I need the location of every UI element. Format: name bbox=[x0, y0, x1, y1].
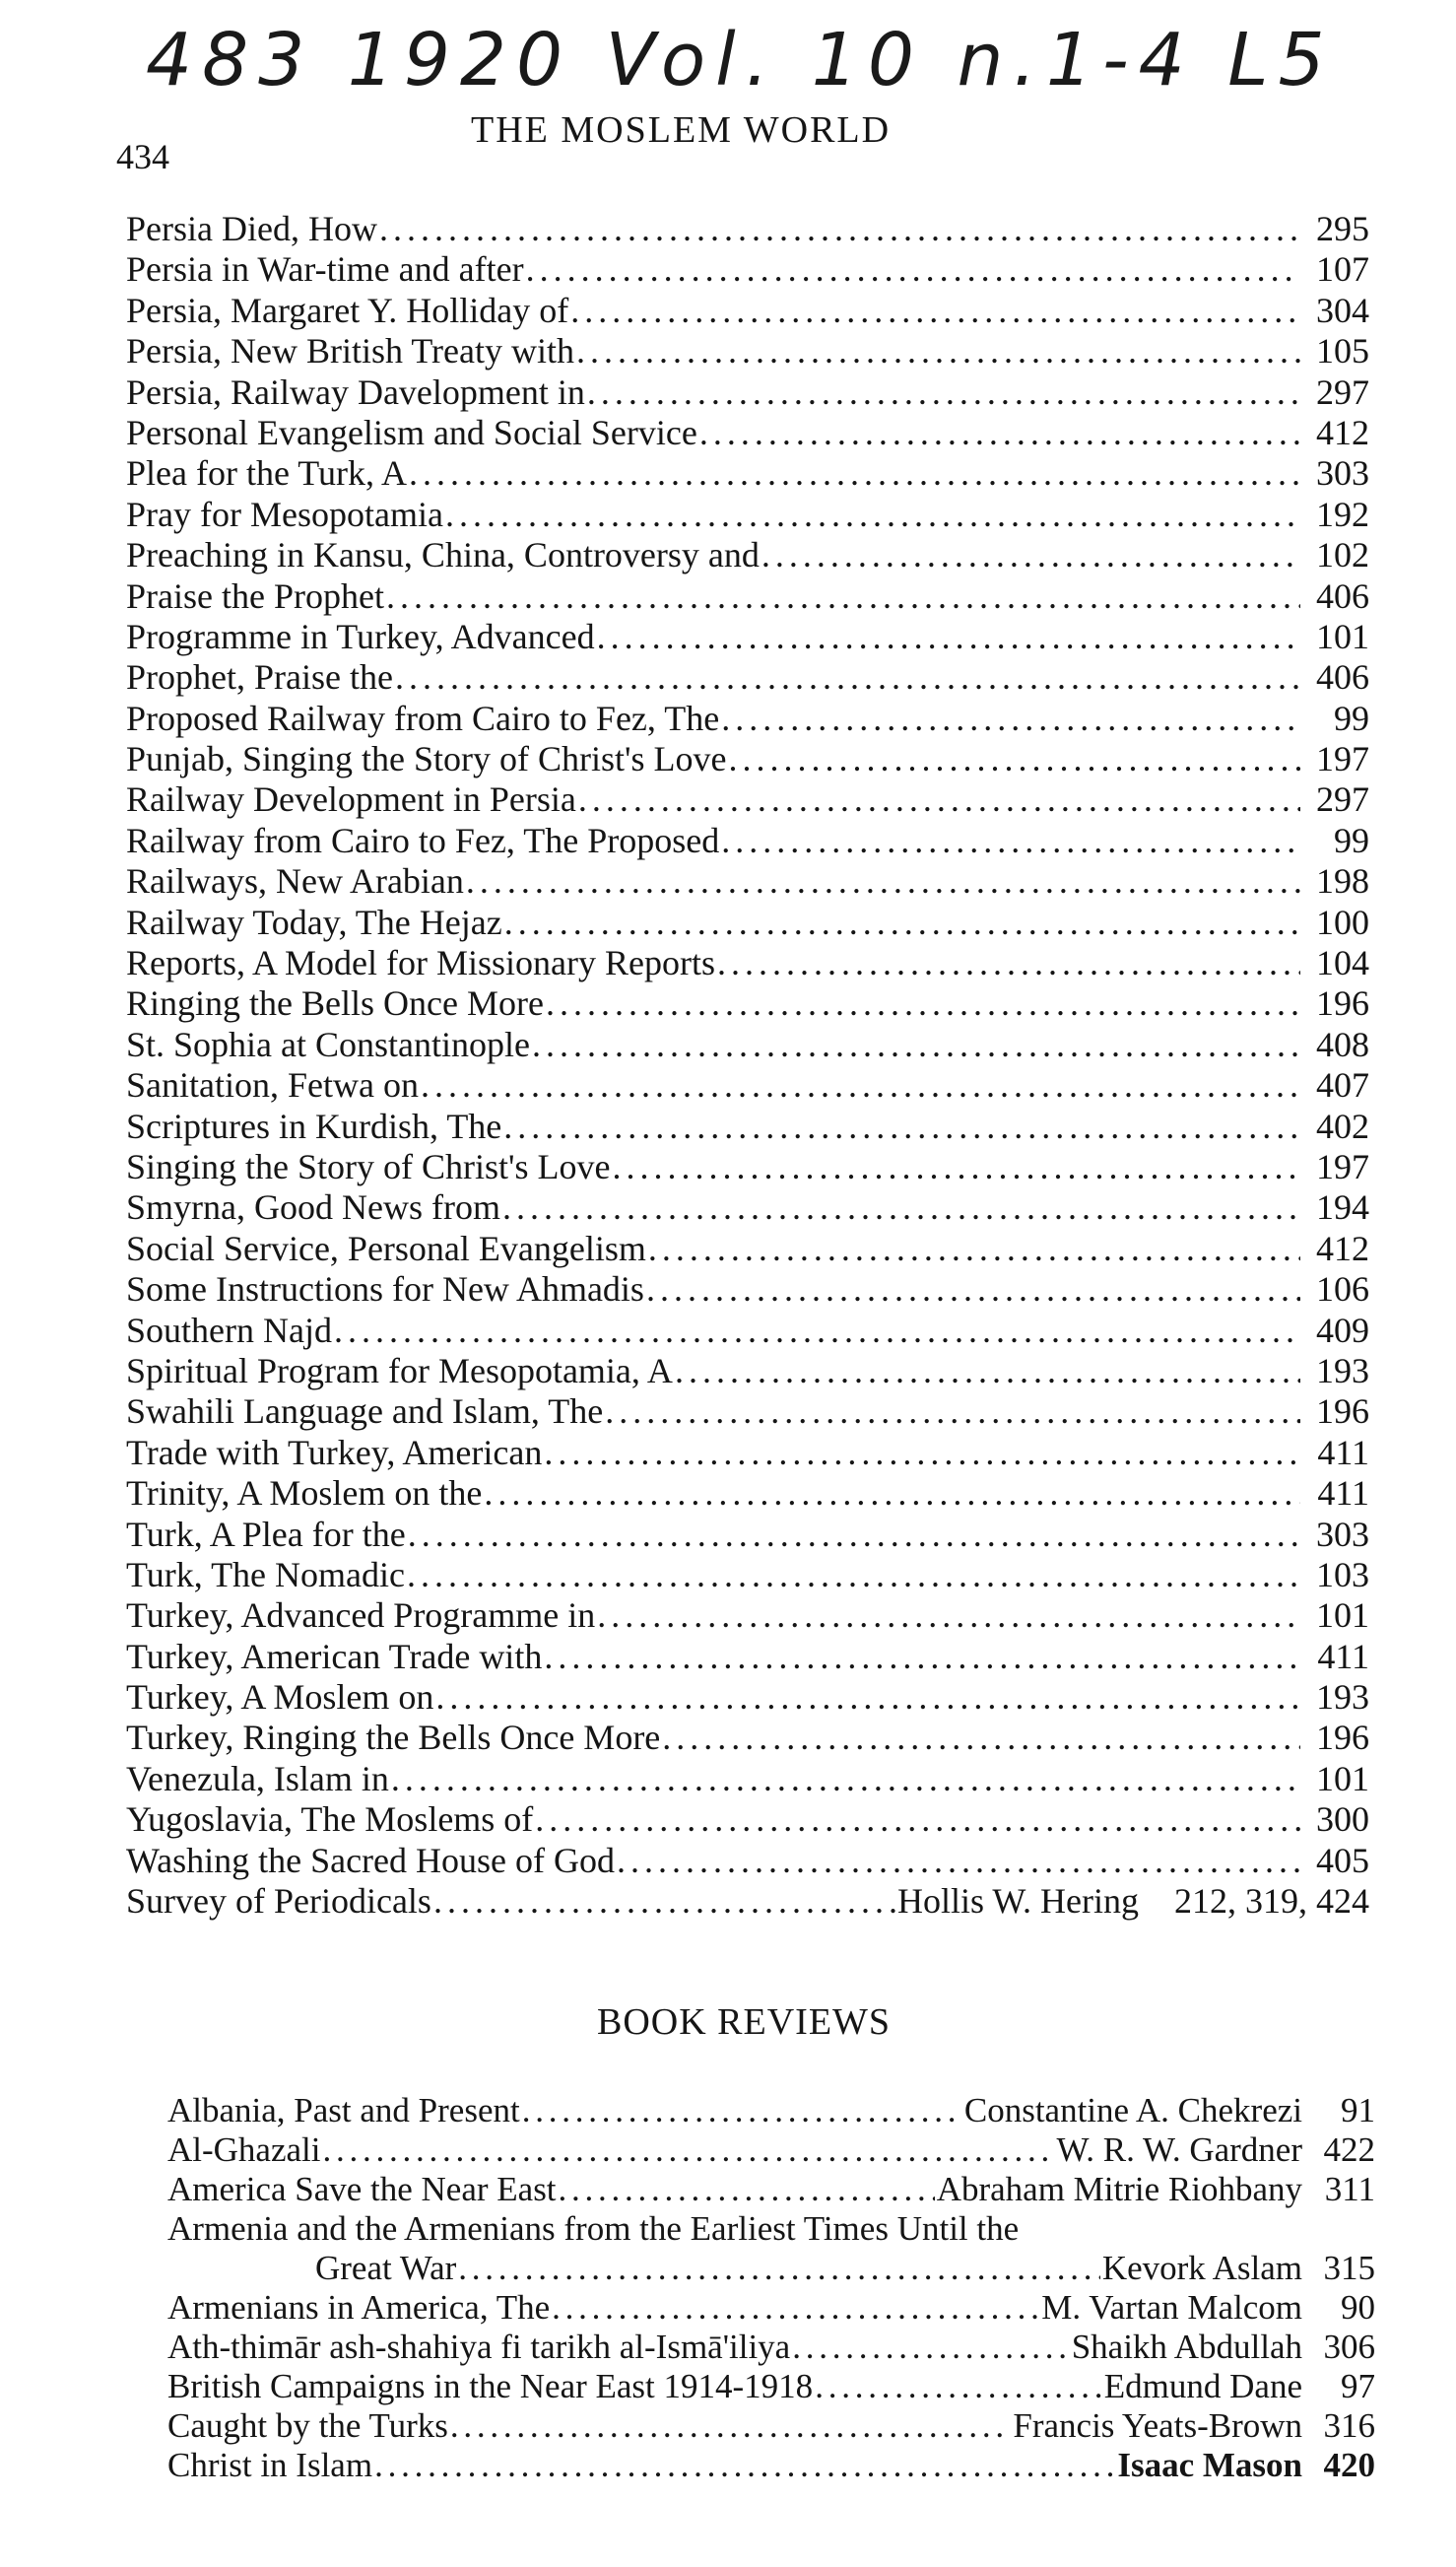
running-title: THE MOSLEM WORLD bbox=[471, 109, 892, 151]
dot-leader bbox=[445, 495, 1300, 535]
index-entry-page: 105 bbox=[1316, 331, 1369, 372]
dot-leader bbox=[570, 291, 1300, 331]
dot-leader bbox=[587, 372, 1300, 413]
dot-leader bbox=[612, 1147, 1300, 1187]
index-entry-title: Persia, Margaret Y. Holliday of bbox=[126, 290, 569, 330]
review-entry bbox=[167, 2328, 1375, 2367]
index-entry bbox=[126, 1841, 1369, 1881]
dot-leader bbox=[576, 331, 1300, 372]
index-entry-title: Social Service, Personal Evangelism bbox=[126, 1228, 646, 1268]
index-entry-page: 106 bbox=[1316, 1269, 1369, 1310]
index-entry-page: 100 bbox=[1316, 902, 1369, 942]
review-author: Edmund Dane bbox=[1103, 2367, 1302, 2405]
index-entry bbox=[126, 1391, 1369, 1432]
dot-leader bbox=[546, 983, 1300, 1024]
dot-leader bbox=[433, 1881, 895, 1922]
review-title: Caught by the Turks bbox=[167, 2406, 448, 2445]
index-entry-title: Plea for the Turk, A bbox=[126, 453, 408, 494]
index-entry-title: Prophet, Praise the bbox=[126, 657, 393, 698]
index-entry-title: Programme in Turkey, Advanced bbox=[126, 616, 595, 656]
index-entry-page: 107 bbox=[1316, 249, 1369, 290]
index-entry-page: 411 bbox=[1317, 1432, 1369, 1472]
index-entry-page: 297 bbox=[1316, 372, 1369, 412]
review-entry bbox=[167, 2249, 1375, 2288]
dot-leader bbox=[675, 1351, 1300, 1391]
index-entry-page: 192 bbox=[1316, 494, 1369, 534]
index-entry bbox=[126, 903, 1369, 943]
index-entry-title: Ringing the Bells Once More bbox=[126, 983, 544, 1024]
index-entry bbox=[126, 1065, 1369, 1106]
index-entry-page: 402 bbox=[1316, 1106, 1369, 1146]
index-entry bbox=[126, 1229, 1369, 1269]
index-entry-page: 101 bbox=[1316, 1758, 1369, 1798]
survey-entry-title: Survey of Periodicals bbox=[126, 1881, 431, 1922]
dot-leader bbox=[544, 1433, 1300, 1473]
index-entry bbox=[126, 983, 1369, 1024]
index-entry-page: 295 bbox=[1316, 209, 1369, 248]
index-entry-title: Some Instructions for New Ahmadis bbox=[126, 1269, 644, 1310]
index-entry-title: Reports, A Model for Missionary Reports bbox=[126, 943, 715, 983]
index-entry-title: Turkey, A Moslem on bbox=[126, 1677, 434, 1718]
review-title: Armenians in America, The bbox=[167, 2288, 551, 2327]
index-entry bbox=[126, 331, 1369, 372]
index-entry-title: Turkey, American Trade with bbox=[126, 1636, 543, 1676]
index-entry bbox=[126, 291, 1369, 331]
dot-leader bbox=[721, 699, 1300, 739]
index-entry-title: Sanitation, Fetwa on bbox=[126, 1065, 419, 1106]
index-entry bbox=[126, 739, 1369, 779]
index-entry-page: 193 bbox=[1316, 1350, 1369, 1390]
index-entry-page: 303 bbox=[1316, 453, 1369, 494]
review-author: Francis Yeats-Brown bbox=[1013, 2406, 1302, 2445]
index-entry-title: Persia, Railway Davelopment in bbox=[126, 372, 585, 412]
index-entry-title: Persia in War-time and after bbox=[126, 249, 524, 290]
index-entry-page: 196 bbox=[1316, 1391, 1369, 1432]
review-author: Kevork Aslam bbox=[1101, 2249, 1302, 2287]
review-page: 306 bbox=[1323, 2328, 1375, 2366]
index-entry bbox=[126, 1147, 1369, 1187]
index-entry-page: 197 bbox=[1316, 739, 1369, 779]
dot-leader bbox=[761, 535, 1300, 575]
dot-leader bbox=[502, 1187, 1300, 1228]
review-author: Constantine A. Chekrezi bbox=[963, 2091, 1302, 2129]
index-entry-title: Trade with Turkey, American bbox=[126, 1432, 543, 1472]
index-entry-page: 196 bbox=[1316, 1718, 1369, 1758]
index-entry-page: 194 bbox=[1316, 1187, 1369, 1228]
index-entry bbox=[126, 453, 1369, 494]
review-author: W. R. W. Gardner bbox=[1056, 2130, 1302, 2169]
dot-leader bbox=[450, 2406, 1011, 2446]
index-entry-title: Turk, The Nomadic bbox=[126, 1554, 405, 1594]
index-entry-title: Southern Najd bbox=[126, 1310, 332, 1350]
index-entry-title: Praise the Prophet bbox=[126, 575, 384, 616]
dot-leader bbox=[648, 1229, 1300, 1269]
index-entry bbox=[126, 1269, 1369, 1310]
index-entry-page: 411 bbox=[1317, 1473, 1369, 1514]
index-entry-title: Venezula, Islam in bbox=[126, 1758, 389, 1798]
review-page: 422 bbox=[1323, 2130, 1375, 2169]
index-entry bbox=[126, 657, 1369, 698]
dot-leader bbox=[374, 2446, 1115, 2485]
dot-leader bbox=[552, 2288, 1039, 2328]
review-author: M. Vartan Malcom bbox=[1041, 2288, 1302, 2327]
index-entry bbox=[126, 1473, 1369, 1514]
index-entry-page: 198 bbox=[1316, 861, 1369, 902]
dot-leader bbox=[597, 1595, 1300, 1636]
index-entry-title: Proposed Railway from Cairo to Fez, The bbox=[126, 698, 720, 738]
review-entry bbox=[167, 2406, 1375, 2446]
index-entry-page: 412 bbox=[1316, 412, 1369, 452]
dot-leader bbox=[535, 1799, 1300, 1840]
book-reviews-list bbox=[167, 2091, 1375, 2485]
review-author: Isaac Mason bbox=[1117, 2446, 1302, 2484]
index-entry-title: Turkey, Ringing the Bells Once More bbox=[126, 1718, 661, 1758]
review-page: 311 bbox=[1324, 2170, 1375, 2208]
index-entry bbox=[126, 1187, 1369, 1228]
dot-leader bbox=[597, 617, 1300, 657]
review-entry bbox=[167, 2130, 1375, 2170]
index-entry-page: 101 bbox=[1316, 616, 1369, 656]
review-page: 316 bbox=[1323, 2406, 1375, 2445]
index-entry-page: 412 bbox=[1316, 1228, 1369, 1268]
review-author: Abraham Mitrie Riohbany bbox=[936, 2170, 1302, 2208]
dot-leader bbox=[334, 1311, 1300, 1351]
review-title: Albania, Past and Present bbox=[167, 2091, 520, 2129]
index-entry-page: 99 bbox=[1334, 820, 1369, 860]
dot-leader bbox=[662, 1718, 1300, 1758]
dot-leader bbox=[395, 657, 1300, 698]
index-entry-title: Persia, New British Treaty with bbox=[126, 331, 574, 372]
index-entry-page: 103 bbox=[1316, 1554, 1369, 1594]
index-entry bbox=[126, 1025, 1369, 1065]
dot-leader bbox=[699, 413, 1300, 453]
index-entry bbox=[126, 1351, 1369, 1391]
index-entry-title: Singing the Story of Christ's Love bbox=[126, 1146, 611, 1186]
review-title: Ath-thimār ash-shahiya fi tarikh al-Ismā'iliya bbox=[167, 2328, 791, 2366]
index-entry-title: Punjab, Singing the Story of Christ's Love bbox=[126, 739, 727, 779]
review-page: 91 bbox=[1341, 2091, 1375, 2129]
index-entry bbox=[126, 1799, 1369, 1840]
dot-leader bbox=[605, 1391, 1300, 1432]
index-entry-page: 405 bbox=[1316, 1840, 1369, 1880]
index-entry bbox=[126, 1311, 1369, 1351]
index-entry-page: 409 bbox=[1316, 1310, 1369, 1350]
index-entry-title: Scriptures in Kurdish, The bbox=[126, 1106, 502, 1146]
index-entry-title: Swahili Language and Islam, The bbox=[126, 1391, 604, 1432]
index-entry bbox=[126, 617, 1369, 657]
index-entry bbox=[126, 861, 1369, 902]
dot-leader bbox=[379, 209, 1300, 249]
index-list bbox=[126, 209, 1369, 1922]
dot-leader bbox=[522, 2091, 962, 2130]
dot-leader bbox=[503, 1107, 1300, 1147]
index-entry bbox=[126, 249, 1369, 290]
index-entry bbox=[126, 821, 1369, 861]
dot-leader bbox=[466, 861, 1300, 902]
review-page: 315 bbox=[1323, 2249, 1375, 2287]
dot-leader bbox=[729, 739, 1301, 779]
dot-leader bbox=[408, 1515, 1300, 1555]
survey-entry-author: Hollis W. Hering bbox=[896, 1881, 1139, 1922]
index-entry-page: 304 bbox=[1316, 290, 1369, 330]
book-reviews-heading: BOOK REVIEWS bbox=[597, 2001, 892, 2043]
index-entry bbox=[126, 535, 1369, 575]
index-entry-page: 196 bbox=[1316, 983, 1369, 1024]
dot-leader bbox=[435, 1677, 1300, 1718]
index-entry-page: 197 bbox=[1316, 1146, 1369, 1186]
index-entry-title: Railway Today, The Hejaz bbox=[126, 902, 502, 942]
index-entry-title: St. Sophia at Constantinople bbox=[126, 1024, 530, 1064]
dot-leader bbox=[322, 2130, 1054, 2170]
index-entry-title: Washing the Sacred House of God bbox=[126, 1840, 615, 1880]
index-entry-page: 407 bbox=[1316, 1065, 1369, 1106]
review-title: British Campaigns in the Near East 1914-1918 bbox=[167, 2367, 814, 2405]
dot-leader bbox=[532, 1025, 1300, 1065]
index-entry-title: Turkey, Advanced Programme in bbox=[126, 1595, 596, 1636]
review-page: 420 bbox=[1323, 2446, 1375, 2484]
index-entry-page: 406 bbox=[1316, 575, 1369, 616]
index-entry-title: Preaching in Kansu, China, Controversy and bbox=[126, 535, 760, 575]
dot-leader bbox=[717, 943, 1300, 983]
index-entry-title: Yugoslavia, The Moslems of bbox=[126, 1799, 534, 1840]
review-title: Al-Ghazali bbox=[167, 2130, 321, 2169]
dot-leader bbox=[617, 1841, 1300, 1881]
review-title: Christ in Islam bbox=[167, 2446, 373, 2484]
dot-leader bbox=[391, 1759, 1300, 1799]
review-page: 97 bbox=[1341, 2367, 1375, 2405]
review-title: Armenia and the Armenians from the Earliest Times Until the bbox=[167, 2209, 1020, 2248]
survey-entry-pages: 212, 319, 424 bbox=[1174, 1881, 1369, 1922]
index-entry-title: Railway Development in Persia bbox=[126, 779, 576, 820]
dot-leader bbox=[526, 249, 1300, 290]
dot-leader bbox=[578, 779, 1300, 820]
index-entry bbox=[126, 495, 1369, 535]
index-entry bbox=[126, 1718, 1369, 1758]
index-entry bbox=[126, 576, 1369, 617]
dot-leader bbox=[409, 453, 1300, 494]
dot-leader bbox=[421, 1065, 1300, 1106]
index-entry bbox=[126, 699, 1369, 739]
index-entry-title: Smyrna, Good News from bbox=[126, 1187, 500, 1228]
index-entry-page: 99 bbox=[1334, 698, 1369, 738]
survey-entry bbox=[126, 1881, 1369, 1922]
dot-leader bbox=[504, 903, 1300, 943]
review-entry bbox=[167, 2091, 1375, 2130]
index-entry-page: 297 bbox=[1316, 779, 1369, 820]
dot-leader bbox=[407, 1555, 1300, 1595]
page-number: 434 bbox=[116, 137, 169, 176]
dot-leader bbox=[815, 2367, 1102, 2406]
index-entry-title: Spiritual Program for Mesopotamia, A bbox=[126, 1350, 673, 1390]
index-entry bbox=[126, 209, 1369, 249]
index-entry bbox=[126, 372, 1369, 413]
index-entry-page: 102 bbox=[1316, 535, 1369, 575]
index-entry-title: Trinity, A Moslem on the bbox=[126, 1473, 483, 1514]
dot-leader bbox=[559, 2170, 935, 2209]
review-entry bbox=[167, 2446, 1375, 2485]
review-author: Shaikh Abdullah bbox=[1071, 2328, 1302, 2366]
dot-leader bbox=[458, 2249, 1100, 2288]
index-entry-page: 411 bbox=[1317, 1636, 1369, 1676]
review-page: 90 bbox=[1341, 2288, 1375, 2327]
index-entry bbox=[126, 1107, 1369, 1147]
index-entry-title: Pray for Mesopotamia bbox=[126, 494, 443, 534]
index-entry bbox=[126, 1637, 1369, 1677]
index-entry-page: 303 bbox=[1316, 1514, 1369, 1554]
index-entry-title: Railways, New Arabian bbox=[126, 861, 464, 902]
index-entry-title: Personal Evangelism and Social Service bbox=[126, 412, 697, 452]
index-entry bbox=[126, 1515, 1369, 1555]
index-entry-title: Railway from Cairo to Fez, The Proposed bbox=[126, 820, 720, 860]
index-entry bbox=[126, 1595, 1369, 1636]
index-entry bbox=[126, 1677, 1369, 1718]
review-entry bbox=[167, 2367, 1375, 2406]
dot-leader bbox=[484, 1473, 1300, 1514]
dot-leader bbox=[792, 2328, 1069, 2367]
dot-leader bbox=[386, 576, 1300, 617]
index-entry bbox=[126, 779, 1369, 820]
index-entry-page: 101 bbox=[1316, 1595, 1369, 1636]
index-entry-page: 300 bbox=[1316, 1799, 1369, 1840]
review-title: Great War bbox=[315, 2249, 457, 2287]
review-title: America Save the Near East bbox=[167, 2170, 557, 2208]
index-entry-title: Persia Died, How bbox=[126, 209, 377, 248]
index-entry-page: 104 bbox=[1316, 943, 1369, 983]
dot-leader bbox=[721, 821, 1300, 861]
index-entry bbox=[126, 1555, 1369, 1595]
review-entry bbox=[167, 2209, 1375, 2249]
index-entry-title: Turk, A Plea for the bbox=[126, 1514, 406, 1554]
handwritten-shelf-note: 483 1920 Vol. 10 n.1-4 L5 bbox=[146, 18, 1335, 102]
index-entry bbox=[126, 413, 1369, 453]
review-entry bbox=[167, 2170, 1375, 2209]
dot-leader bbox=[544, 1637, 1300, 1677]
index-entry-page: 408 bbox=[1316, 1024, 1369, 1064]
index-entry bbox=[126, 1433, 1369, 1473]
index-entry-page: 406 bbox=[1316, 657, 1369, 698]
index-entry-page: 193 bbox=[1316, 1677, 1369, 1718]
index-entry bbox=[126, 943, 1369, 983]
dot-leader bbox=[646, 1269, 1300, 1310]
review-entry bbox=[167, 2288, 1375, 2328]
index-entry bbox=[126, 1759, 1369, 1799]
